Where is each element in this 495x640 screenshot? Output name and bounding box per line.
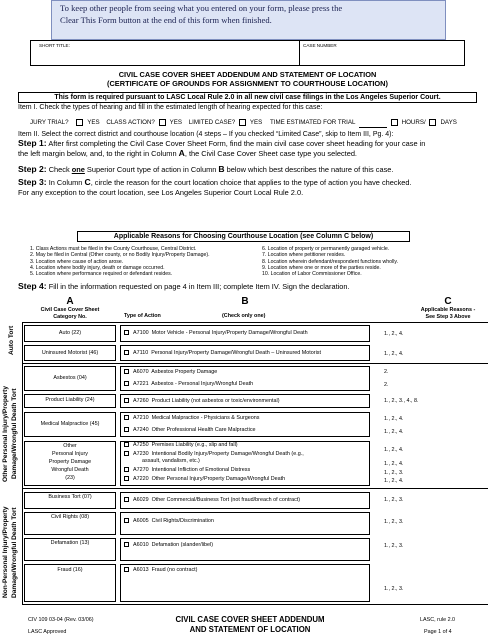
reasons-value[interactable]: 1., 2., 4. [384, 429, 404, 435]
action-text: Intentional Bodily Injury/Property Damage/Wrongful Death (e.g., [151, 451, 304, 457]
action-text: Other Personal Injury/Property Damage/Wrongful Death [151, 476, 286, 482]
category-label: Uninsured Motorist (46) [41, 350, 99, 356]
step-4 [18, 282, 488, 292]
action-text: Product Liability (not asbestos or toxic/environmental) [151, 398, 280, 404]
days-checkbox[interactable] [429, 119, 436, 126]
item-1-text: Item I. Check the types of hearing and fill in the estimated length of hearing expected for this case: [18, 104, 323, 111]
category-line: Wrongful Death [51, 467, 89, 473]
reasons-list-left [30, 246, 210, 277]
clear-form-notice [51, 0, 446, 40]
column-a-sub: Category No. [53, 313, 87, 320]
action-checkbox[interactable] [124, 381, 129, 386]
notice-line-2: Clear This Form button at the end of this form when finished. [60, 15, 272, 25]
step-2-label: Step 2: [18, 164, 47, 174]
reasons-value[interactable]: 1., 2., 4. [384, 478, 404, 484]
action-text: Medical Malpractice - Physicians & Surgeons [151, 415, 260, 421]
action-checkbox[interactable] [124, 518, 129, 523]
reason-item: 6. Location of property or permanently garaged vehicle. [262, 246, 390, 252]
step-4-label: Step 4: [18, 281, 47, 291]
category-line: Property Damage [48, 459, 92, 465]
footer-title-line-2: AND STATEMENT OF LOCATION [189, 625, 311, 634]
action-text: Asbestos - Personal Injury/Wrongful Death [151, 381, 254, 387]
page-number: Page 1 of 4 [424, 629, 452, 635]
action-option[interactable] [124, 398, 280, 405]
step-1-text: After first completing the Civil Case Cover Sheet Form, find the main civil case cover sheet heading for your case in [48, 139, 426, 148]
required-notice: This form is required pursuant to LASC Local Rule 2.0 in all new civil case filings in the Los Angeles Superior Court. [18, 92, 477, 103]
action-option[interactable] [124, 451, 304, 458]
time-estimate-label: TIME ESTIMATED FOR TRIAL [270, 119, 356, 127]
form-subtitle: (CERTIFICATE OF GROUNDS FOR ASSIGNMENT TO COURTHOUSE LOCATION) [107, 79, 388, 88]
action-code: A7260 [133, 398, 149, 404]
step-4-text: Fill in the information requested on page 4 in Item III; complete Item IV. Sign the declaration. [48, 282, 350, 291]
reasons-value[interactable]: 1., 2., 4. [384, 447, 404, 453]
action-code: A7240 [133, 427, 149, 433]
category-label: Defamation (13) [50, 540, 90, 546]
time-estimate-field[interactable] [359, 119, 387, 128]
action-checkbox[interactable] [124, 415, 129, 420]
table-left-border [22, 322, 23, 604]
yes-label: YES [87, 119, 100, 127]
column-c-ref: C [84, 177, 91, 187]
check-only-one-label: (Check only one) [222, 313, 266, 319]
action-code: A6070 [133, 369, 149, 375]
limited-case-checkbox[interactable] [239, 119, 246, 126]
class-action-checkbox[interactable] [159, 119, 166, 126]
reasons-value[interactable]: 1., 2., 3., 4., 8. [384, 398, 419, 404]
reasons-value[interactable]: 1., 2., 3. [384, 543, 404, 549]
step-2-text: Check [48, 165, 72, 174]
section-divider [22, 363, 488, 364]
action-checkbox[interactable] [124, 476, 129, 481]
action-option[interactable] [124, 442, 238, 449]
action-option[interactable] [124, 381, 253, 388]
category-line: Other [63, 443, 77, 449]
step-3-label: Step 3: [18, 177, 47, 187]
column-c-letter: C [444, 296, 452, 307]
section-label-non-pi: Non-Personal Injury/Property [2, 506, 9, 598]
action-checkbox[interactable] [124, 427, 129, 432]
section-label-auto-tort: Auto Tort [8, 325, 15, 355]
action-option[interactable] [124, 567, 197, 574]
step-1-text-3: , the Civil Case Cover Sheet case type you selected. [184, 148, 357, 158]
reason-item: 8. Location wherein defendant/respondent functions wholly. [262, 258, 399, 265]
action-text: Intentional Infliction of Emotional Distress [151, 467, 251, 473]
reason-item: 3. Location where cause of action arose. [30, 258, 124, 265]
reason-item: 9. Location where one or more of the parties reside. [262, 264, 381, 271]
category-label: Medical Malpractice (45) [40, 421, 100, 427]
section-label-other-pi-2: Damage/Wrongful Death Tort [11, 388, 18, 479]
action-text: Other Commercial/Business Tort (not fraud/breach of contract) [151, 497, 301, 503]
action-checkbox[interactable] [124, 442, 129, 447]
category-label: Business Tort (07) [48, 494, 92, 500]
form-title: CIVIL CASE COVER SHEET ADDENDUM AND STATEMENT OF LOCATION [118, 70, 377, 79]
step-3-text-2: , circle the reason for the court location choice that applies to the type of action you have checked. [90, 178, 412, 187]
section-label-non-pi-2: Damage/Wrongful Death Tort [11, 507, 18, 598]
action-option[interactable] [124, 467, 250, 474]
action-code: A7250 [133, 442, 149, 448]
action-checkbox[interactable] [124, 451, 129, 456]
column-b-letter: B [241, 296, 249, 307]
category-line: Personal Injury [52, 451, 88, 457]
column-c-header [408, 296, 488, 320]
approval-label: LASC Approved [28, 629, 67, 635]
reason-item: 5. Location where performance required or defendant resides. [30, 271, 173, 278]
jury-trial-checkbox[interactable] [76, 119, 83, 126]
reasons-value[interactable]: 1., 2., 4. [384, 331, 404, 337]
action-text: Asbestos Property Damage [151, 369, 218, 375]
action-option[interactable] [124, 497, 300, 504]
section-label-other-pi: Other Personal Injury/Property [2, 385, 9, 482]
class-action-label: CLASS ACTION? [106, 119, 155, 127]
reason-item: 4. Location where bodily injury, death or damage occurred. [30, 264, 165, 271]
action-code: A7221 [133, 381, 149, 387]
step-2-text-3: below which best describes the nature of this case. [224, 165, 394, 174]
action-code: A7220 [133, 476, 149, 482]
action-checkbox[interactable] [124, 369, 129, 374]
case-header-box [30, 40, 465, 66]
action-checkbox[interactable] [124, 467, 129, 472]
step-3-text: In Column [48, 178, 85, 187]
step-2-text-2: Superior Court type of action in Column [84, 165, 219, 174]
action-text: Motor Vehicle - Personal Injury/Property Damage/Wrongful Death [151, 330, 308, 336]
action-checkbox[interactable] [124, 398, 129, 403]
column-a-sub: Civil Case Cover Sheet [40, 307, 100, 313]
category-line: (23) [65, 475, 75, 481]
action-option[interactable] [124, 369, 217, 376]
column-c-sub: See Step 3 Above [425, 313, 471, 320]
step-1-label: Step 1: [18, 138, 47, 148]
yes-label: YES [169, 119, 182, 127]
table-bottom-border [22, 604, 488, 605]
action-code: A6010 [133, 542, 149, 548]
category-label: Fraud (16) [57, 567, 83, 573]
step-1-text-2: the left margin below, and, to the right in Column [18, 148, 179, 158]
reason-item: 1. Class Actions must be filed in the County Courthouse, Central District. [30, 246, 197, 252]
action-text-continued: assault, vandalism, etc.) [142, 458, 200, 464]
reasons-value[interactable]: 1., 2., 3. [384, 497, 404, 503]
step-1 [18, 139, 488, 158]
step-3-text-3: For any exception to the court location, see Los Angeles Superior Court Local Rule 2.0. [18, 187, 304, 197]
reasons-value[interactable]: 2. [384, 382, 389, 388]
category-label: Civil Rights (08) [50, 514, 90, 520]
action-code: A6029 [133, 497, 149, 503]
notice-line-1: To keep other people from seeing what you entered on your form, please press the [60, 3, 343, 13]
category-label [24, 442, 116, 482]
reasons-value[interactable]: 1., 2., 4. [384, 461, 404, 467]
table-top-border [22, 322, 488, 323]
reasons-value[interactable]: 1., 2., 3. [384, 470, 404, 476]
case-number-label: CASE NUMBER [303, 43, 337, 48]
action-code: A7270 [133, 467, 149, 473]
yes-label: YES [249, 119, 263, 127]
action-checkbox[interactable] [124, 330, 129, 335]
column-b-ref: B [218, 164, 225, 174]
reason-item: 7. Location where petitioner resides. [262, 252, 346, 259]
category-label: Asbestos (04) [53, 375, 87, 381]
column-a-header [24, 296, 116, 320]
step-2-one: one [71, 165, 85, 174]
action-code: A6005 [133, 518, 149, 524]
reasons-value[interactable]: 2. [384, 369, 389, 375]
footer-title [150, 615, 350, 635]
footer-title-line-1: CIVIL CASE COVER SHEET ADDENDUM [175, 615, 325, 624]
action-text: Premises Liability (e.g., slip and fall) [151, 442, 238, 448]
section-divider [22, 488, 488, 489]
hearing-types-row [30, 119, 457, 128]
reason-item: 10. Location of Labor Commissioner Office. [262, 271, 362, 278]
action-code: A7210 [133, 415, 149, 421]
reasons-value[interactable]: 1., 2., 3. [384, 519, 404, 525]
action-text: Defamation (slander/libel) [151, 542, 214, 548]
category-label: Auto (22) [58, 330, 82, 336]
short-title-label: SHORT TITLE: [39, 43, 70, 48]
action-checkbox[interactable] [124, 350, 129, 355]
action-option[interactable] [124, 542, 213, 549]
action-code: A7110 [133, 350, 149, 356]
action-option[interactable] [124, 415, 259, 422]
action-checkbox[interactable] [124, 497, 129, 502]
category-label: Product Liability (24) [45, 397, 95, 403]
reasons-value[interactable]: 1., 2., 4. [384, 416, 404, 422]
action-text: Fraud (no contract) [151, 567, 198, 573]
action-text: Civil Rights/Discrimination [151, 518, 214, 524]
reasons-list-right [262, 246, 398, 277]
days-label: DAYS [440, 119, 457, 127]
reason-item: 2. May be filed in Central (Other county, or no Bodily Injury/Property Damage). [30, 252, 210, 259]
form-number: CIV 109 03-04 (Rev. 03/06) [28, 617, 94, 623]
type-of-action-label: Type of Action [124, 313, 161, 319]
rule-reference: LASC, rule 2.0 [420, 617, 456, 623]
action-checkbox[interactable] [124, 542, 129, 547]
column-b-header [120, 296, 370, 307]
action-text: Other Professional Health Care Malpractice [151, 427, 256, 433]
reasons-value[interactable]: 1., 2., 3. [384, 586, 404, 592]
action-option[interactable] [124, 518, 214, 525]
action-option[interactable] [124, 330, 308, 337]
limited-case-label: LIMITED CASE? [188, 119, 236, 127]
action-code: A6013 [133, 567, 149, 573]
column-c-sub: Applicable Reasons - [420, 307, 476, 313]
action-text: Personal Injury/Property Damage/Wrongful Death – Uninsured Motorist [151, 350, 321, 356]
action-code: A7100 [133, 330, 149, 336]
action-code: A7230 [133, 451, 149, 457]
reasons-title: Applicable Reasons for Choosing Courthouse Location (see Column C below) [77, 231, 410, 242]
hours-checkbox[interactable] [391, 119, 398, 126]
step-2 [18, 165, 488, 175]
action-option[interactable] [124, 476, 285, 483]
step-3 [18, 178, 488, 197]
column-a-ref: A [178, 147, 185, 158]
action-option[interactable] [124, 350, 321, 357]
item-2-text: Item II. Select the correct district and courthouse location (4 steps – If you checked “Limited Case”, skip to Item III, Pg. 4): [18, 131, 394, 138]
action-checkbox[interactable] [124, 567, 129, 572]
jury-trial-label: JURY TRIAL? [30, 119, 69, 127]
column-a-letter: A [66, 296, 74, 307]
action-option[interactable] [124, 427, 256, 434]
reasons-value[interactable]: 1., 2., 4. [384, 351, 404, 357]
hours-label: HOURS/ [401, 119, 426, 127]
